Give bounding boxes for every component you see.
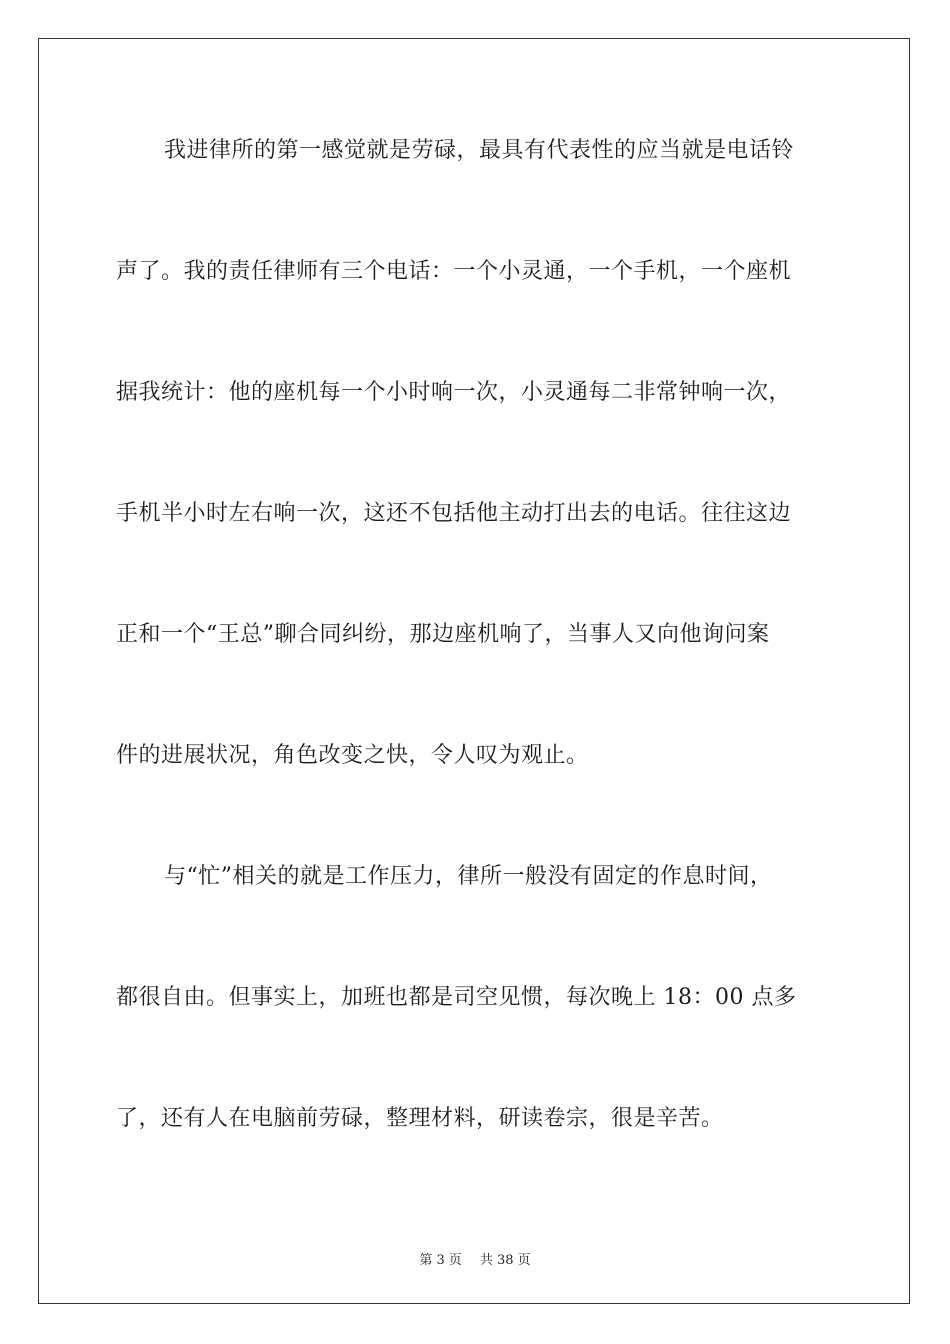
paragraph-1-line-4: 手机半小时左右响一次，这还不包括他主动打出去的电话。往往这边 <box>116 501 792 526</box>
paragraph-1-line-6: 件的进展状况，角色改变之快，令人叹为观止。 <box>116 743 589 768</box>
paragraph-1-line-3: 据我统计：他的座机每一个小时响一次，小灵通每二非常钟响一次， <box>116 380 792 405</box>
paragraph-2-line-3: 了，还有人在电脑前劳碌，整理材料，研读卷宗，很是辛苦。 <box>116 1106 724 1131</box>
paragraph-2-line-1: 与“忙”相关的就是工作压力，律所一般没有固定的作息时间， <box>164 864 773 889</box>
paragraph-2-line-2: 都很自由。但事实上，加班也都是司空见惯，每次晚上 18：00 点多 <box>116 985 797 1010</box>
page-footer <box>0 1249 950 1268</box>
paragraph-1-line-1: 我进律所的第一感觉就是劳碌，最具有代表性的应当就是电话铃 <box>164 138 795 163</box>
page-total: 共 38 页 <box>479 1253 531 1268</box>
paragraph-1-line-2: 声了。我的责任律师有三个电话：一个小灵通，一个手机，一个座机 <box>116 259 792 284</box>
paragraph-1-line-5: 正和一个“王总”聊合同纠纷，那边座机响了，当事人又向他询问案 <box>116 622 770 647</box>
page-number: 第 3 页 <box>419 1253 462 1268</box>
